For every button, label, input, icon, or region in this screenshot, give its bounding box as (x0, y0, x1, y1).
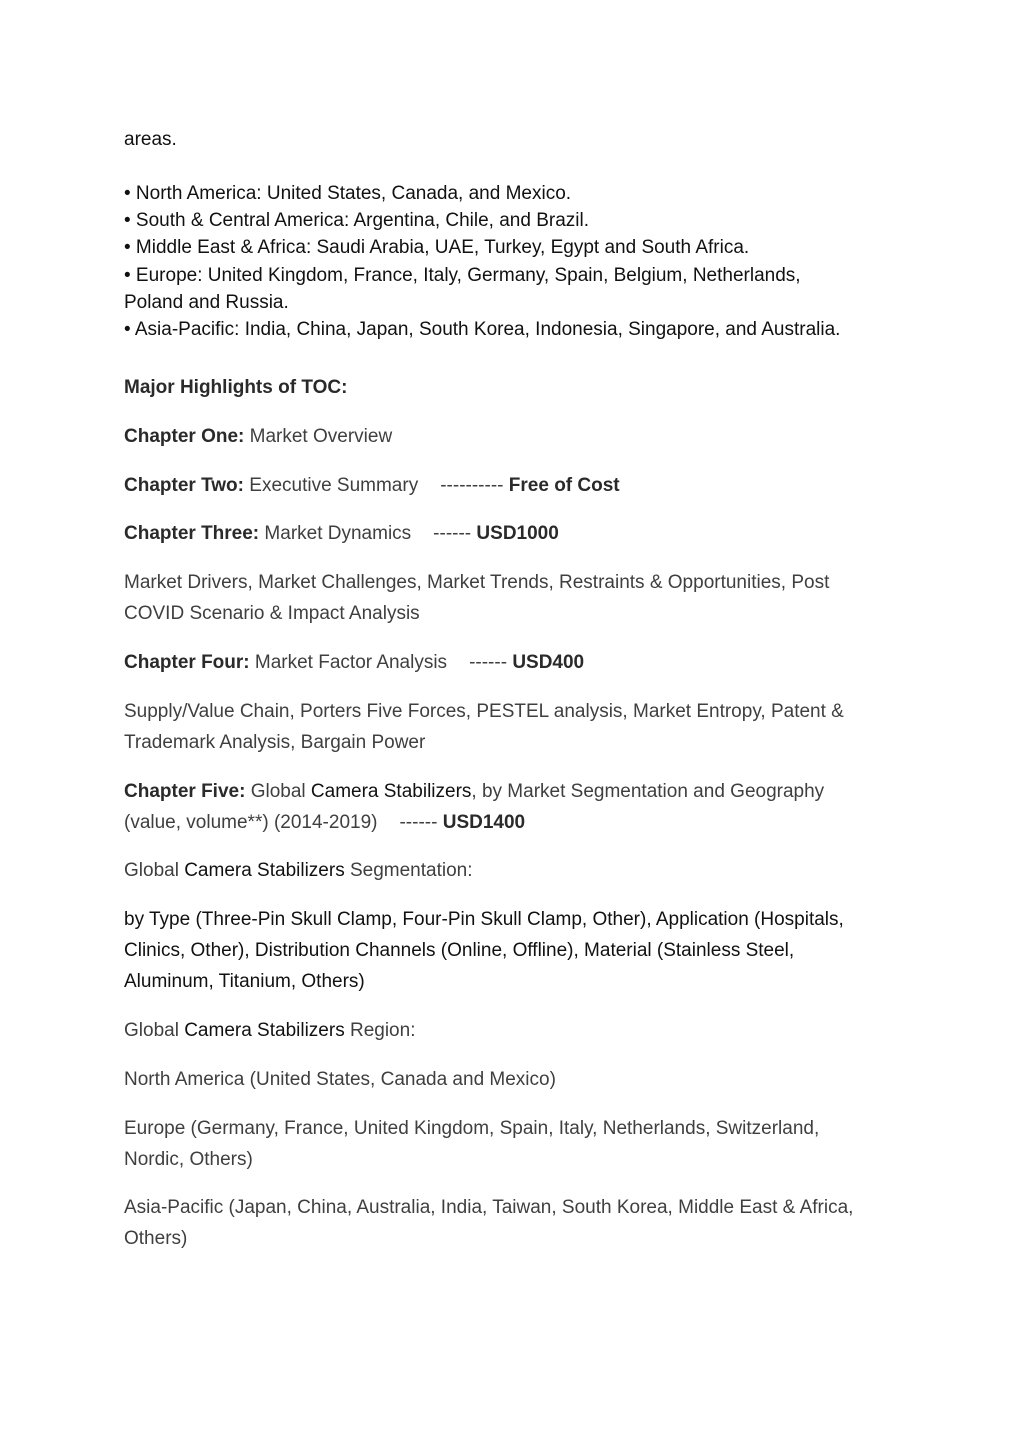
product-name: Camera Stabilizers (184, 860, 345, 881)
chapter-dashes: ------ (433, 523, 472, 544)
region-europe: Europe (Germany, France, United Kingdom, Spain, Italy, Netherlands, Switzerland, (124, 1118, 820, 1139)
chapter-price: USD1000 (476, 523, 559, 544)
chapter-three (124, 524, 559, 543)
chapter-title: Market Dynamics (264, 523, 412, 544)
segmentation-detail: Clinics, Other), Distribution Channels (Online, Offline), Material (Stainless Steel, (124, 940, 795, 961)
chapter-price: USD1400 (442, 812, 526, 833)
region-list-item: • South & Central America: Argentina, Chile, and Brazil. (124, 210, 589, 231)
chapter-dashes: ------ (469, 652, 508, 673)
chapter-label: Chapter Three: (124, 523, 260, 544)
chapter-five (124, 782, 824, 801)
chapter-dashes: ------ (399, 812, 438, 833)
segmentation-prefix: Global (124, 860, 179, 881)
region-list-item: • Asia-Pacific: India, China, Japan, South Korea, Indonesia, Singapore, and Australia. (124, 319, 841, 340)
chapter-label: Chapter Five: (124, 781, 246, 802)
region-asia-pacific: Asia-Pacific (Japan, China, Australia, India, Taiwan, South Korea, Middle East & Africa, (124, 1197, 854, 1218)
chapter-title: Executive Summary (249, 475, 419, 496)
region-europe: Nordic, Others) (124, 1149, 253, 1170)
chapter-label: Chapter Four: (124, 652, 250, 673)
region-list-item: • North America: United States, Canada, and Mexico. (124, 183, 572, 204)
chapter-title-suffix: , by Market Segmentation and Geography (471, 781, 825, 802)
toc-heading: Major Highlights of TOC: (124, 377, 348, 398)
region-north-america: North America (United States, Canada and Mexico) (124, 1069, 556, 1090)
chapter-description: Trademark Analysis, Bargain Power (124, 732, 426, 753)
chapter-title: Market Factor Analysis (254, 652, 448, 673)
chapter-two (124, 476, 620, 495)
region-asia-pacific: Others) (124, 1228, 188, 1249)
product-name: Camera Stabilizers (184, 1020, 345, 1041)
chapter-dashes: ---------- (440, 475, 504, 496)
region-list-item: • Europe: United Kingdom, France, Italy, Germany, Spain, Belgium, Netherlands, (124, 265, 801, 286)
chapter-five-line2 (124, 813, 525, 832)
chapter-description: Market Drivers, Market Challenges, Market Trends, Restraints & Opportunities, Post (124, 572, 830, 593)
intro-tail: areas. (124, 129, 177, 150)
chapter-four (124, 653, 584, 672)
region-prefix: Global (124, 1020, 179, 1041)
chapter-description: Supply/Value Chain, Porters Five Forces, PESTEL analysis, Market Entropy, Patent & (124, 701, 844, 722)
region-list-item: Poland and Russia. (124, 292, 289, 313)
region-heading (124, 1021, 415, 1040)
chapter-one (124, 427, 392, 446)
chapter-title: Market Overview (249, 426, 393, 447)
product-name: Camera Stabilizers (310, 781, 472, 802)
chapter-period: (value, volume**) (2014-2019) (124, 812, 378, 833)
segmentation-heading (124, 861, 473, 880)
segmentation-detail: Aluminum, Titanium, Others) (124, 971, 365, 992)
segmentation-detail: by Type (Three-Pin Skull Clamp, Four-Pin Skull Clamp, Other), Application (Hospitals, (124, 909, 844, 930)
chapter-price: USD400 (512, 652, 585, 673)
chapter-label: Chapter Two: (124, 475, 244, 496)
chapter-title-prefix: Global (250, 781, 306, 802)
region-suffix: Region: (349, 1020, 416, 1041)
chapter-label: Chapter One: (124, 426, 245, 447)
chapter-description: COVID Scenario & Impact Analysis (124, 603, 420, 624)
region-list-item: • Middle East & Africa: Saudi Arabia, UAE, Turkey, Egypt and South Africa. (124, 237, 750, 258)
chapter-price: Free of Cost (508, 475, 620, 496)
segmentation-suffix: Segmentation: (349, 860, 473, 881)
